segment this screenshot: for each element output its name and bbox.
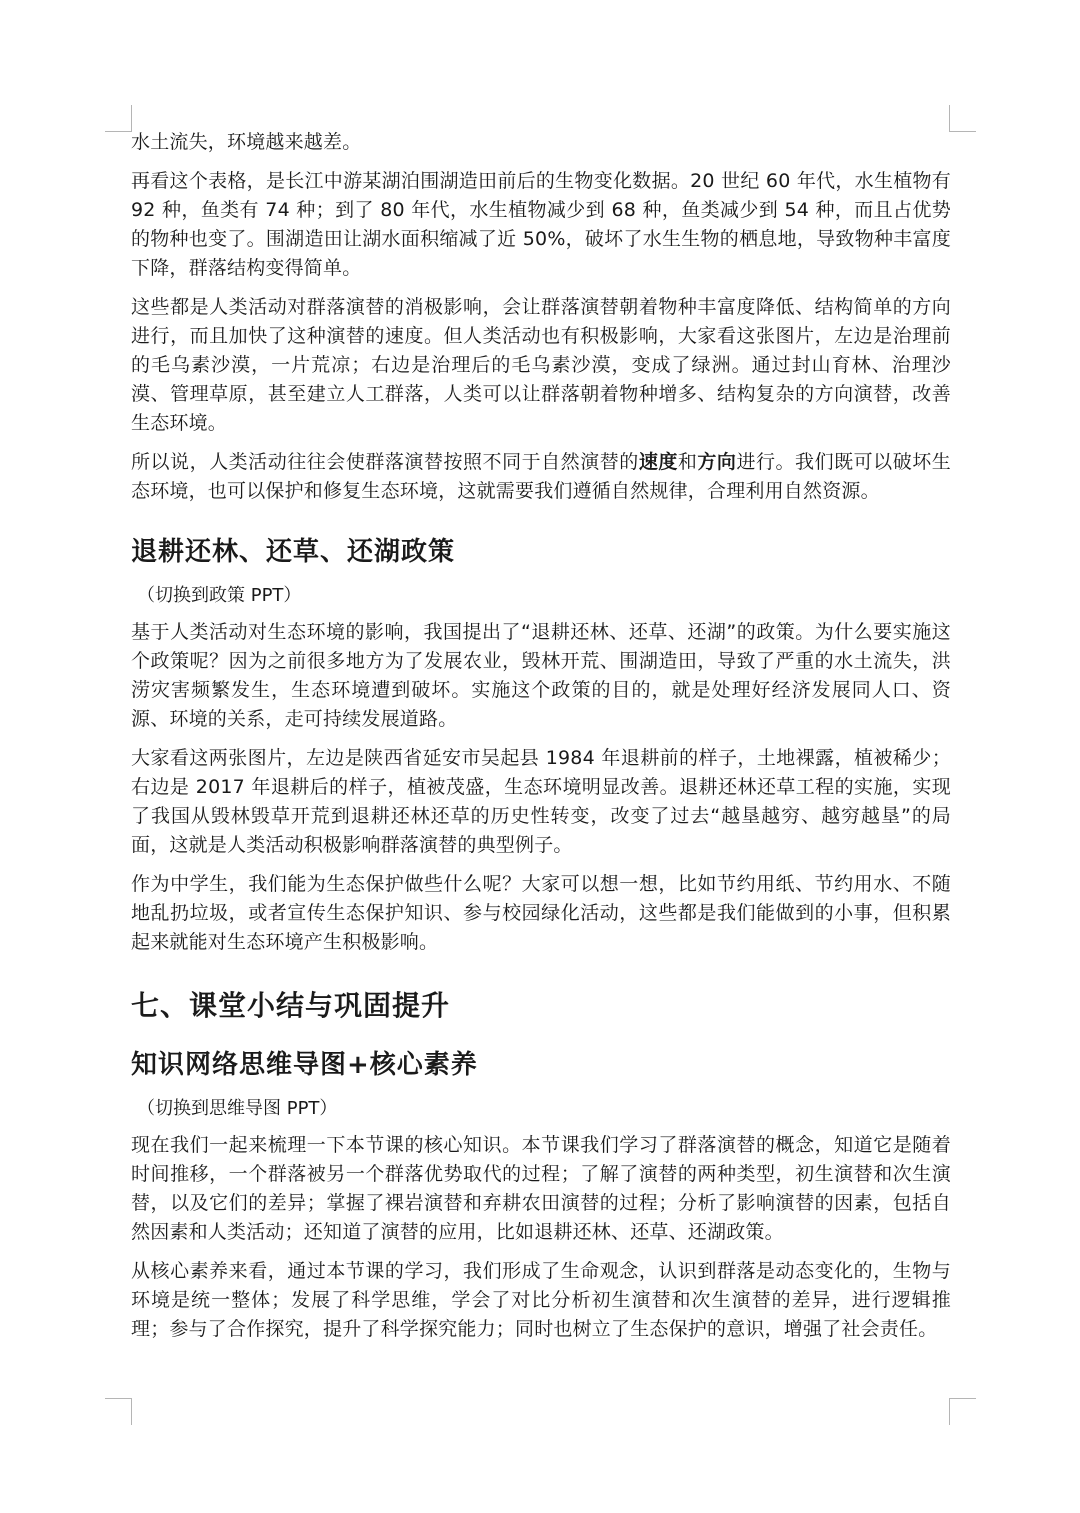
paragraph-policy: 基于人类活动对生态环境的影响，我国提出了“退耕还林、还草、还湖”的政策。为什么要实施这个政策呢？因为之前很多地方为了发展农业，毁林开荒、围湖造田，导致了严重的水土流失，洪涝灾害频繁发生，生态环境遭到破坏。实施这个政策的目的，就是处理好经济发展同人口、资源、环境的关系，走可持续发展道路。: [131, 621, 951, 730]
summary-text-b: 和: [677, 451, 698, 473]
paragraph-lake-table: 再看这个表格，是长江中游某湖泊围湖造田前后的生物变化数据。20 世纪 60 年代，水生植物有 92 种，鱼类有 74 种；到了 80 年代，水生植物减少到 68 种，鱼类减少到 54 种，而且占优势的物种也变了。围湖造田让湖水面积缩减了近 50%，破坏了水生生物的栖息地，导致物种丰富度下降，群落结构变得简单。: [131, 170, 951, 279]
document-body: [131, 128, 951, 1344]
page-corner-mark-top-left: [105, 105, 132, 132]
paragraph-negative-impact: 这些都是人类活动对群落演替的消极影响，会让群落演替朝着物种丰富度降低、结构简单的方向进行，而且加快了这种演替的速度。但人类活动也有积极影响，大家看这张图片，左边是治理前的毛乌素沙漠，一片荒凉；右边是治理后的毛乌素沙漠，变成了绿洲。通过封山育林、治理沙漠、管理草原，甚至建立人工群落，人类可以让群落朝着物种增多、结构复杂的方向演替，改善生态环境。: [131, 296, 951, 434]
paragraph-core-knowledge: 现在我们一起来梳理一下本节课的核心知识。本节课我们学习了群落演替的概念，知道它是随着时间推移，一个群落被另一个群落优势取代的过程；了解了演替的两种类型，初生演替和次生演替，以及它们的差异；掌握了裸岩演替和弃耕农田演替的过程；分析了影响演替的因素，包括自然因素和人类活动；还知道了演替的应用，比如退耕还林、还草、还湖政策。: [131, 1134, 951, 1243]
note-switch-mindmap-ppt: （切换到思维导图 PPT）: [137, 1098, 338, 1119]
summary-text-c: 进行。我们既可以破坏生态环境，也可以保护和修复生态环境，这就需要我们遵循自然规律，合理利用自然资源。: [131, 451, 951, 502]
summary-bold-direction: 方向: [697, 451, 737, 473]
paragraph-summary: [131, 448, 951, 506]
paragraph-core-literacy: 从核心素养来看，通过本节课的学习，我们形成了生命观念，认识到群落是动态变化的，生物与环境是统一整体；发展了科学思维，学会了对比分析初生演替和次生演替的差异，进行逻辑推理；参与了合作探究，提升了科学探究能力；同时也树立了生态保护的意识，增强了社会责任。: [131, 1260, 951, 1340]
heading-section-7: 七、课堂小结与巩固提升: [131, 989, 451, 1022]
heading-mindmap: 知识网络思维导图+核心素养: [131, 1050, 478, 1080]
heading-policy: 退耕还林、还草、还湖政策: [131, 537, 456, 567]
paragraph-wuqi-example: 大家看这两张图片，左边是陕西省延安市吴起县 1984 年退耕前的样子，土地裸露，植被稀少；右边是 2017 年退耕后的样子，植被茂盛，生态环境明显改善。退耕还林还草工程的实施，实现了我国从毁林毁草开荒到退耕还林还草的历史性转变，改变了过去“越垦越穷、越穷越垦”的局面，这就是人类活动积极影响群落演替的典型例子。: [131, 747, 951, 856]
summary-bold-speed: 速度: [638, 451, 678, 473]
summary-text-a: 所以说，人类活动往往会使群落演替按照不同于自然演替的: [131, 451, 639, 473]
page-corner-mark-bottom-right: [949, 1398, 976, 1425]
paragraph-intro-tail: 水土流失，环境越来越差。: [131, 131, 362, 153]
note-switch-policy-ppt: （切换到政策 PPT）: [137, 585, 302, 606]
paragraph-student-action: 作为中学生，我们能为生态保护做些什么呢？大家可以想一想，比如节约用纸、节约用水、不随地乱扔垃圾，或者宣传生态保护知识、参与校园绿化活动，这些都是我们能做到的小事，但积累起来就能对生态环境产生积极影响。: [131, 873, 951, 953]
page-corner-mark-bottom-left: [105, 1398, 132, 1425]
page-corner-mark-top-right: [949, 105, 976, 132]
